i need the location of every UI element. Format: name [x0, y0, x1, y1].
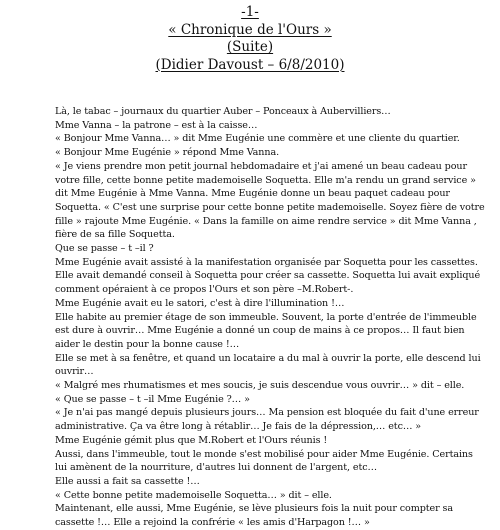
text-line: votre fille, cette bonne petite mademoiselle Soquetta. Elle m'a rendu un grand service »	[55, 174, 476, 186]
text-line: « Malgré mes rhumatismes et mes soucis, je suis descendue vous ouvrir… » dit – elle.	[55, 380, 465, 392]
text-line: Mme Eugénie avait eu le satori, c'est à dire l'illumination !…	[55, 297, 345, 309]
text-line: dit Mme Eugénie à Mme Vanna. Mme Eugénie donne un beau paquet cadeau pour	[55, 188, 450, 200]
text-line: Mme Eugénie avait assisté à la manifestation organisée par Soquetta pour les cassettes.	[55, 256, 478, 268]
text-line: « Que se passe – t –il Mme Eugénie ?… »	[55, 393, 250, 405]
text-line: Que se passe – t –il ?	[55, 243, 154, 255]
text-line: « Je viens prendre mon petit journal hebdomadaire et j'ai amené un beau cadeau pour	[55, 160, 467, 172]
page-number: -1-	[241, 4, 259, 20]
text-line: Soquetta. « C'est une surprise pour cette bonne petite mademoiselle. Soyez fière de votre	[55, 201, 485, 213]
text-line: Là, le tabac – journaux du quartier Auber – Ponceaux à Aubervilliers…	[55, 106, 391, 117]
text-line: Elle aussi a fait sa cassette !…	[55, 475, 200, 487]
text-line: « Bonjour Mme Vanna… » dit Mme Eugénie une commère et une cliente du quartier.	[55, 133, 460, 145]
text-line: « Je n'ai pas mangé depuis plusieurs jours… Ma pension est bloquée du fait d'une erreur	[55, 407, 479, 419]
text-line: Mme Vanna – la patrone – est à la caisse…	[55, 119, 258, 131]
document-header	[0, 4, 500, 74]
text-line: Elle habite au premier étage de son immeuble. Souvent, la porte d'entrée de l'immeuble	[55, 311, 477, 323]
text-line: Mme Eugénie gémit plus que M.Robert et l'Ours réunis !	[55, 434, 328, 446]
chronicle-body	[55, 105, 485, 530]
text-line: est dure à ouvrir… Mme Eugénie a donné un coup de mains à ce propos… Il faut bien	[55, 325, 465, 337]
text-line: « Bonjour Mme Eugénie » répond Mme Vanna.	[55, 147, 280, 159]
text-line: « Cette bonne petite mademoiselle Soquetta… » dit – elle.	[55, 489, 332, 501]
text-line: Elle avait demandé conseil à Soquetta pour créer sa cassette. Soquetta lui avait expliqué	[55, 270, 481, 282]
text-line: Elle se met à sa fenêtre, et quand un locataire a du mal à ouvrir la porte, elle descend lui	[55, 352, 481, 364]
text-line: administrative. Ça va être long à rétablir… Je fais de la dépression,… etc… »	[55, 421, 422, 433]
text-line: lui amènent de la nourriture, d'autres lui donnent de l'argent, etc…	[55, 462, 377, 474]
document-subtitle: (Suite)	[226, 39, 274, 55]
text-line: comment opéraient à ce propos l'Ours et son père –M.Robert-.	[55, 284, 354, 296]
text-line: fille » rajoute Mme Eugénie. « Dans la famille on aime rendre service » dit Mme Vanna ,	[55, 215, 477, 227]
text-line: Maintenant, elle aussi, Mme Eugénie, se lève plusieurs fois la nuit pour compter sa	[55, 503, 453, 515]
author-date: (Didier Davoust – 6/8/2010)	[155, 56, 345, 73]
text-line: cassette !… Elle a rejoind la confrérie « les amis d'Harpagon !… »	[55, 517, 370, 529]
text-line: ouvrir…	[55, 366, 94, 378]
text-line: Aussi, dans l'immeuble, tout le monde s'est mobilisé pour aider Mme Eugénie. Certains	[55, 448, 473, 460]
text-line: aider le destin pour la bonne cause !…	[55, 338, 240, 350]
document-title: « Chronique de l'Ours »	[168, 21, 332, 38]
text-line: fière de sa fille Soquetta.	[55, 229, 175, 241]
